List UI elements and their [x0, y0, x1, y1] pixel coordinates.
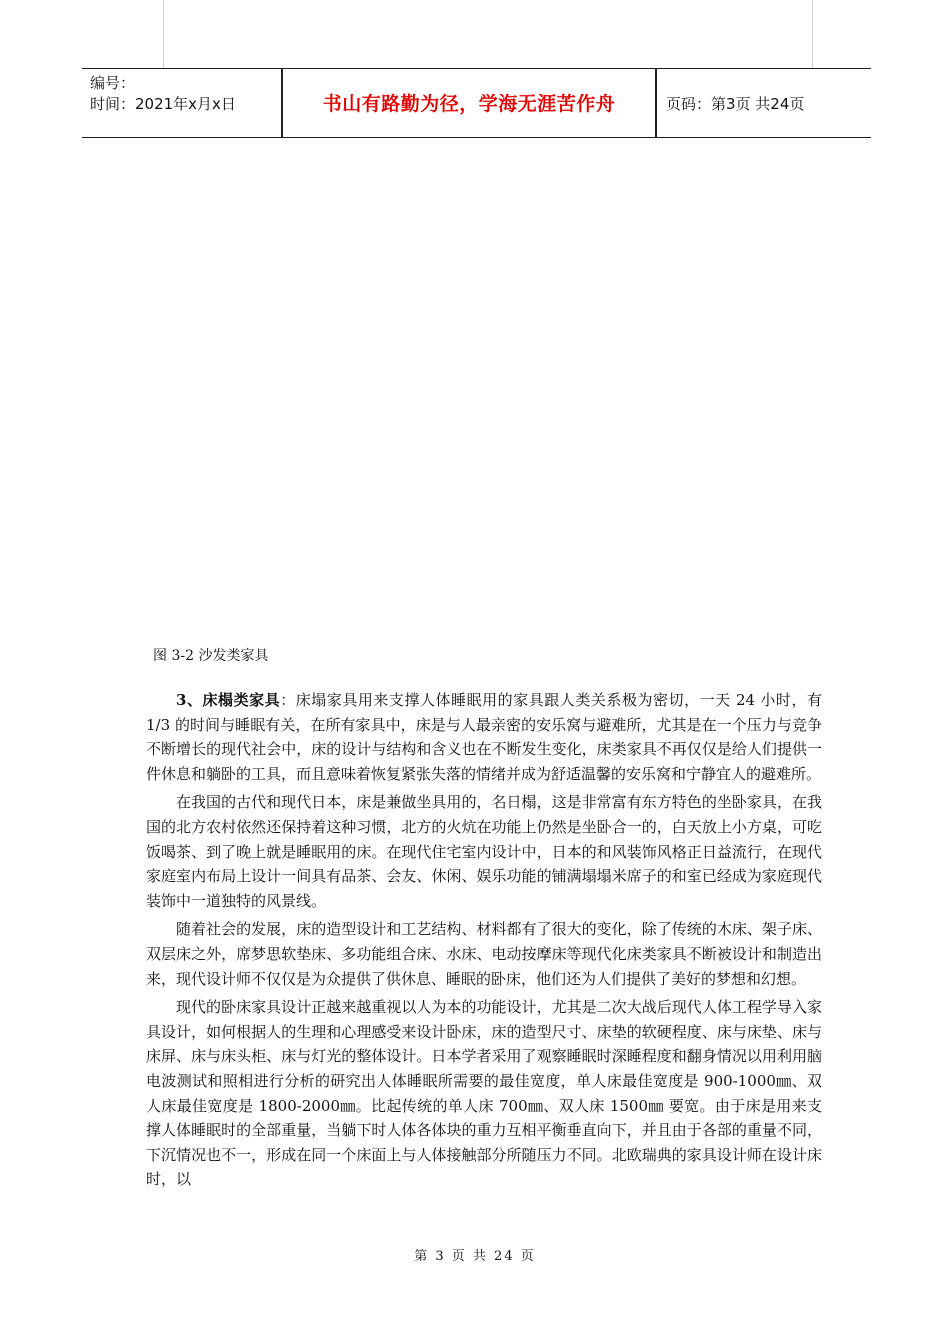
- page-header: [82, 68, 871, 138]
- header-divider: [655, 69, 657, 137]
- paragraph: 在我国的古代和现代日本，床是兼做坐具用的，名日榻，这是非常富有东方特色的坐卧家具，在我国的北方农村依然还保持着这种习惯，北方的火炕在功能上仍然是坐卧合一的，白天放上小方桌，可吃饭喝茶、到了晚上就是睡眠用的床。在现代住宅室内设计中，日本的和风装饰风格正日益流行，在现代家庭室内布局上设计一间具有品茶、会友、休闲、娱乐功能的铺满塌塌米席子的和室已经成为家庭现代装饰中一道独特的风景线。: [146, 793, 822, 910]
- header-meta: [90, 73, 236, 115]
- header-motto: 书山有路勤为径，学海无涯苦作舟: [322, 93, 616, 115]
- section-heading: 3、床榻类家具: [176, 691, 281, 709]
- figure-caption: 图 3-2 沙发类家具: [153, 648, 269, 664]
- paragraph: 随着社会的发展，床的造型设计和工艺结构、材料都有了很大的变化，除了传统的木床、架子床、双层床之外，席梦思软垫床、多功能组合床、水床、电动按摩床等现代化床类家具不断被设计和制造出来，现代设计师不仅仅是为众提供了供休息、睡眠的卧床，他们还为人们提供了美好的梦想和幻想。: [146, 920, 822, 988]
- paragraph: 3、床榻类家具：床塌家具用来支撑人体睡眠用的家具跟人类关系极为密切，一天 24 小时，有 1/3 的时间与睡眠有关，在所有家具中，床是与人最亲密的安乐窝与避难所，尤其是在一个压力与竞争不断增长的现代社会中，床的设计与结构和含义也在不断发生变化，床类家具不再仅仅是给人们提供一件休息和躺卧的工具，而且意味着恢复紧张失落的情绪并成为舒适温馨的安乐窝和宁静宜人的避难所。: [146, 691, 822, 783]
- page-footer: 第 3 页 共 24 页: [414, 1249, 536, 1264]
- crop-mark-right: [812, 0, 813, 68]
- header-page-info: 页码：第3页 共24页: [666, 95, 805, 113]
- header-number: 编号：: [90, 74, 136, 92]
- header-time: 时间：2021年x月x日: [90, 95, 236, 113]
- crop-mark-left: [163, 0, 164, 68]
- document-body: [146, 688, 822, 1196]
- paragraph: 现代的卧床家具设计正越来越重视以人为本的功能设计，尤其是二次大战后现代人体工程学导入家具设计，如何根据人的生理和心理感受来设计卧床，床的造型尺寸、床垫的软硬程度、床与床垫、床与床屏、床与床头柜、床与灯光的整体设计。日本学者采用了观察睡眠时深睡程度和翻身情况以用利用脑电波测试和照相进行分析的研究出人体睡眠所需要的最佳宽度，单人床最佳宽度是 900-1000㎜、双人床最佳宽度是 1800-2000㎜。比起传统的单人床 700㎜、双人床 1500㎜ 要宽。由于床是用来支撑人体睡眠时的全部重量，当躺下时人体各体块的重力互相平衡垂直向下，并且由于各部的重量不同，下沉情况也不一，形成在同一个床面上与人体接触部分所随压力不同。北欧瑞典的家具设计师在设计床时，以: [146, 998, 822, 1189]
